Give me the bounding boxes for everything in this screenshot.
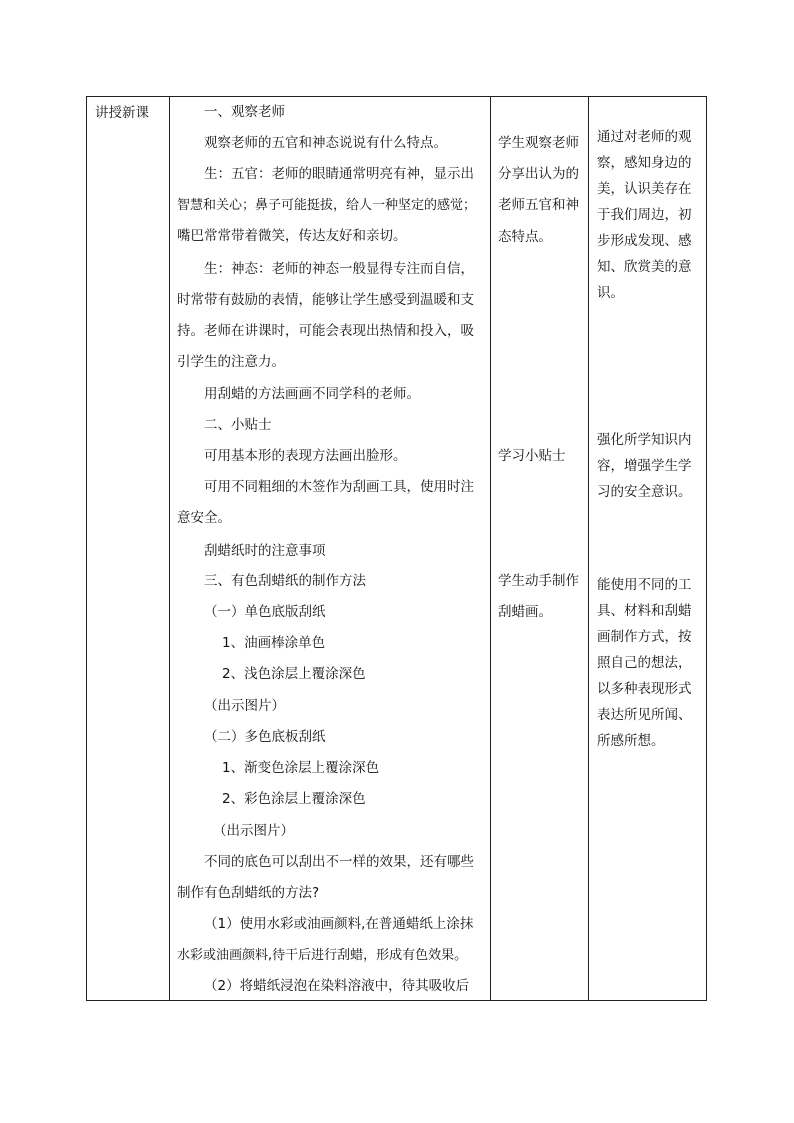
intent-line: 通过对老师的观 (597, 129, 692, 145)
intent-line: 具、材料和刮蜡 (597, 603, 692, 619)
content-line: 用刮蜡的方法画画不同学科的老师。 (204, 386, 420, 402)
content-line: 持。老师在讲课时，可能会表现出热情和投入，吸 (177, 323, 474, 339)
teaching-content-cell (170, 97, 490, 1000)
activity-line: 老师五官和神 (498, 197, 579, 214)
student-activity-block (498, 441, 566, 472)
intent-line: 以多种表现形式 (597, 681, 692, 697)
content-line: 嘴巴常常带着微笑，传达友好和亲切。 (177, 228, 407, 244)
content-line: 1、渐变色涂层上覆涂深色 (222, 760, 380, 776)
intent-line: 照自己的想法， (597, 655, 692, 671)
content-line: 观察老师的五官和神态说说有什么特点。 (204, 135, 447, 151)
intent-line: 于我们周边，初 (597, 207, 692, 223)
design-intent-block (597, 124, 692, 306)
intent-line: 表达所见所闻、 (597, 707, 692, 723)
activity-line: 学生观察老师 (498, 135, 579, 151)
content-line: 不同的底色可以刮出不一样的效果，还有哪些 (204, 854, 474, 870)
intent-line: 能使用不同的工 (597, 577, 692, 593)
content-line: 意安全。 (177, 510, 231, 526)
activity-line: 学生动手制作 (498, 573, 579, 589)
content-line: 一、观察老师 (204, 104, 285, 120)
intent-line: 所感所想。 (597, 733, 665, 749)
intent-line: 知、欣赏美的意 (597, 259, 692, 275)
section-cell (87, 97, 169, 1000)
activity-line: 刮蜡画。 (498, 604, 552, 621)
lesson-table (86, 96, 707, 1001)
student-activity-cell (491, 97, 588, 1000)
section-label: 讲授新课 (95, 105, 149, 121)
design-intent-cell (589, 97, 707, 1000)
design-intent-block (597, 427, 692, 505)
content-line: （1）使用水彩或油画颜料,在普通蜡纸上涂抹 (204, 916, 474, 932)
content-line: 可用不同粗细的木签作为刮画工具，使用时注 (204, 479, 474, 495)
content-line: 生：神态：老师的神态一般显得专注而自信， (204, 261, 474, 277)
intent-line: 美，认识美存在 (597, 181, 692, 197)
content-line: （2）将蜡纸浸泡在染料溶液中，待其吸收后 (204, 978, 470, 994)
content-line: 1、油画棒涂单色 (222, 635, 326, 651)
student-activity-block (498, 128, 579, 253)
student-activity-block (498, 566, 579, 628)
content-line: 智慧和关心；鼻子可能挺拔，给人一种坚定的感觉； (177, 198, 477, 213)
intent-line: 识。 (597, 285, 624, 301)
activity-line: 态特点。 (498, 228, 552, 245)
content-line: 生：五官：老师的眼睛通常明亮有神，显示出 (204, 166, 474, 182)
design-intent-block (597, 572, 692, 754)
content-line: （二）多色底板刮纸 (204, 729, 326, 745)
content-line: （出示图片） (204, 698, 285, 714)
intent-line: 画制作方式，按 (597, 629, 692, 645)
activity-line: 分享出认为的 (498, 166, 579, 183)
content-line: 引学生的注意力。 (177, 354, 285, 370)
content-line: 2、彩色涂层上覆涂深色 (222, 791, 366, 807)
content-line: 2、浅色涂层上覆涂深色 (222, 666, 366, 682)
content-line: 水彩或油画颜料,待干后进行刮蜡，形成有色效果。 (177, 948, 468, 963)
content-line: 时常带有鼓励的表情，能够让学生感受到温暖和支 (177, 292, 474, 308)
content-line: 可用基本形的表现方法画出脸形。 (204, 448, 407, 464)
content-line: 三、有色刮蜡纸的制作方法 (204, 573, 366, 589)
content-line: （一）单色底版刮纸 (204, 604, 326, 620)
intent-line: 察，感知身边的 (597, 155, 692, 171)
content-line: （出示图片） (213, 823, 294, 839)
activity-line: 学习小贴士 (498, 448, 566, 464)
intent-line: 强化所学知识内 (597, 432, 692, 448)
intent-line: 步形成发现、感 (597, 233, 692, 249)
content-line: 刮蜡纸时的注意事项 (204, 543, 326, 559)
content-line: 二、小贴士 (204, 417, 272, 433)
intent-line: 容，增强学生学 (597, 458, 692, 474)
intent-line: 习的安全意识。 (597, 484, 692, 500)
content-line: 制作有色刮蜡纸的方法? (177, 885, 320, 901)
